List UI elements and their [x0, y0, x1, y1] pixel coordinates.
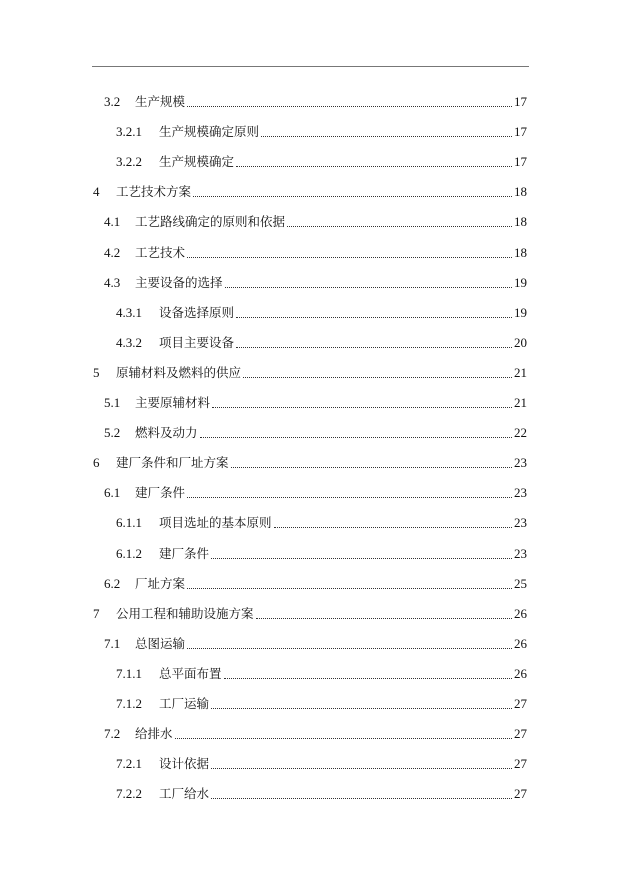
toc-entry-number: 5.1 — [104, 395, 121, 410]
toc-dot-leader — [274, 527, 512, 528]
toc-entry-page-number: 25 — [514, 575, 527, 591]
toc-entry-page-number: 23 — [514, 485, 527, 501]
toc-entry-title: 建厂条件 — [159, 545, 210, 561]
toc-entry-page-number: 23 — [514, 515, 527, 531]
toc-entry-number: 7.1.1 — [116, 665, 142, 681]
toc-dot-leader — [211, 708, 512, 709]
toc-entry[interactable] — [116, 501, 527, 531]
toc-entry[interactable] — [93, 592, 527, 622]
toc-entry-title: 建厂条件和厂址方案 — [116, 455, 229, 471]
toc-entry-page-number: 18 — [514, 184, 527, 200]
toc-entry[interactable] — [116, 772, 527, 802]
toc-entry-title: 燃料及动力 — [135, 425, 198, 441]
toc-entry-title: 工艺技术 — [135, 244, 186, 260]
toc-entry-number: 5 — [93, 364, 100, 380]
toc-entry-page-number: 21 — [514, 395, 527, 410]
toc-entry-title: 总图运输 — [135, 635, 186, 651]
toc-entry-number: 6.1.2 — [116, 545, 142, 561]
toc-entry-page-number: 26 — [514, 665, 527, 681]
toc-entry-page-number: 17 — [514, 154, 527, 170]
toc-entry-title: 设备选择原则 — [159, 304, 235, 320]
toc-dot-leader — [236, 347, 512, 348]
toc-dot-leader — [175, 738, 512, 739]
toc-entry-page-number: 19 — [514, 274, 527, 290]
toc-entry-title: 生产规模 — [135, 94, 186, 109]
toc-dot-leader — [187, 497, 512, 498]
toc-entry-title: 建厂条件 — [135, 485, 186, 501]
toc-entry[interactable] — [104, 80, 527, 110]
toc-entry-page-number: 27 — [514, 696, 527, 711]
toc-entry-page-number: 19 — [514, 304, 527, 320]
toc-entry[interactable] — [93, 351, 527, 381]
toc-dot-leader — [224, 678, 512, 679]
toc-dot-leader — [200, 437, 512, 438]
toc-entry-title: 工艺路线确定的原则和依据 — [135, 214, 286, 230]
toc-dot-leader — [211, 558, 512, 559]
toc-entry-number: 7.1.2 — [116, 696, 142, 711]
toc-entry-number: 7.2.1 — [116, 756, 142, 772]
toc-dot-leader — [211, 798, 512, 799]
toc-entry-number: 4.3.1 — [116, 304, 142, 320]
toc-entry-title: 工厂给水 — [159, 786, 210, 802]
toc-entry-title: 生产规模确定原则 — [159, 124, 260, 140]
toc-dot-leader — [187, 648, 512, 649]
toc-dot-leader — [187, 257, 512, 258]
toc-entry[interactable] — [116, 291, 527, 321]
toc-entry-title: 主要设备的选择 — [135, 274, 223, 290]
toc-entry[interactable] — [104, 471, 527, 501]
toc-entry-page-number: 18 — [514, 214, 527, 230]
toc-entry-number: 4 — [93, 184, 100, 200]
toc-entry-page-number: 26 — [514, 605, 527, 621]
toc-dot-leader — [243, 377, 512, 378]
toc-dot-leader — [212, 407, 512, 408]
toc-entry-number: 3.2.2 — [116, 154, 142, 170]
toc-dot-leader — [256, 618, 512, 619]
toc-entry[interactable] — [116, 110, 527, 140]
toc-entry-page-number: 17 — [514, 124, 527, 140]
toc-entry-number: 6.2 — [104, 575, 121, 591]
toc-entry-number: 7.2 — [104, 726, 121, 742]
toc-dot-leader — [187, 106, 512, 107]
toc-dot-leader — [225, 287, 512, 288]
toc-entry[interactable] — [93, 441, 527, 471]
toc-entry-title: 工艺技术方案 — [116, 184, 192, 200]
toc-entry[interactable] — [104, 261, 527, 291]
toc-entry[interactable] — [104, 231, 527, 261]
toc-entry-title: 生产规模确定 — [159, 154, 235, 170]
toc-entry[interactable] — [116, 140, 527, 170]
toc-entry[interactable] — [93, 170, 527, 200]
toc-entry-number: 3.2.1 — [116, 124, 142, 140]
toc-entry-number: 3.2 — [104, 94, 121, 109]
toc-entry-number: 4.3.2 — [116, 334, 142, 350]
toc-entry-title: 项目选址的基本原则 — [159, 515, 272, 531]
toc-entry-title: 厂址方案 — [135, 575, 186, 591]
toc-entry-page-number: 23 — [514, 455, 527, 471]
toc-entry-number: 6 — [93, 455, 100, 471]
toc-entry-number: 4.2 — [104, 244, 121, 260]
toc-dot-leader — [261, 136, 512, 137]
toc-entry-page-number: 26 — [514, 635, 527, 651]
toc-entry-title: 给排水 — [135, 726, 173, 742]
toc-entry-page-number: 27 — [514, 756, 527, 772]
toc-entry[interactable] — [104, 712, 527, 742]
toc-entry-page-number: 17 — [514, 94, 527, 109]
toc-entry-number: 7.2.2 — [116, 786, 142, 802]
toc-entry[interactable] — [104, 622, 527, 652]
toc-entry-number: 5.2 — [104, 425, 121, 441]
toc-dot-leader — [231, 467, 512, 468]
toc-dot-leader — [287, 226, 512, 227]
toc-entry-number: 4.1 — [104, 214, 121, 230]
toc-entry-title: 公用工程和辅助设施方案 — [116, 605, 254, 621]
header-rule — [92, 66, 529, 67]
toc-entry-number: 4.3 — [104, 274, 121, 290]
toc-entry-title: 总平面布置 — [159, 665, 222, 681]
toc-entry-page-number: 21 — [514, 364, 527, 380]
toc-entry[interactable] — [104, 411, 527, 441]
toc-entry-title: 项目主要设备 — [159, 334, 235, 350]
toc-entry-number: 6.1.1 — [116, 515, 142, 531]
toc-dot-leader — [211, 768, 512, 769]
toc-dot-leader — [187, 588, 512, 589]
toc-entry-page-number: 27 — [514, 786, 527, 802]
toc-entry[interactable] — [104, 562, 527, 592]
toc-entry[interactable] — [104, 200, 527, 230]
toc-entry[interactable] — [116, 321, 527, 351]
toc-entry-page-number: 22 — [514, 425, 527, 441]
toc-entry-title: 设计依据 — [159, 756, 210, 772]
toc-dot-leader — [236, 317, 512, 318]
toc-entry[interactable] — [116, 532, 527, 562]
toc-entry-number: 6.1 — [104, 485, 121, 501]
toc-entry-title: 原辅材料及燃料的供应 — [116, 364, 242, 380]
toc-entry-page-number: 27 — [514, 726, 527, 742]
toc-dot-leader — [236, 166, 512, 167]
toc-entry-page-number: 18 — [514, 244, 527, 260]
toc-entry-title: 主要原辅材料 — [135, 395, 211, 410]
toc-entry-page-number: 20 — [514, 334, 527, 350]
toc-entry[interactable] — [116, 742, 527, 772]
toc-entry[interactable] — [116, 682, 527, 712]
toc-entry-title: 工厂运输 — [159, 696, 210, 711]
toc-entry-number: 7 — [93, 605, 100, 621]
toc-dot-leader — [193, 196, 512, 197]
toc-entry[interactable] — [104, 381, 527, 411]
toc-entry-page-number: 23 — [514, 545, 527, 561]
toc-entry-number: 7.1 — [104, 635, 121, 651]
toc-entry[interactable] — [116, 652, 527, 682]
